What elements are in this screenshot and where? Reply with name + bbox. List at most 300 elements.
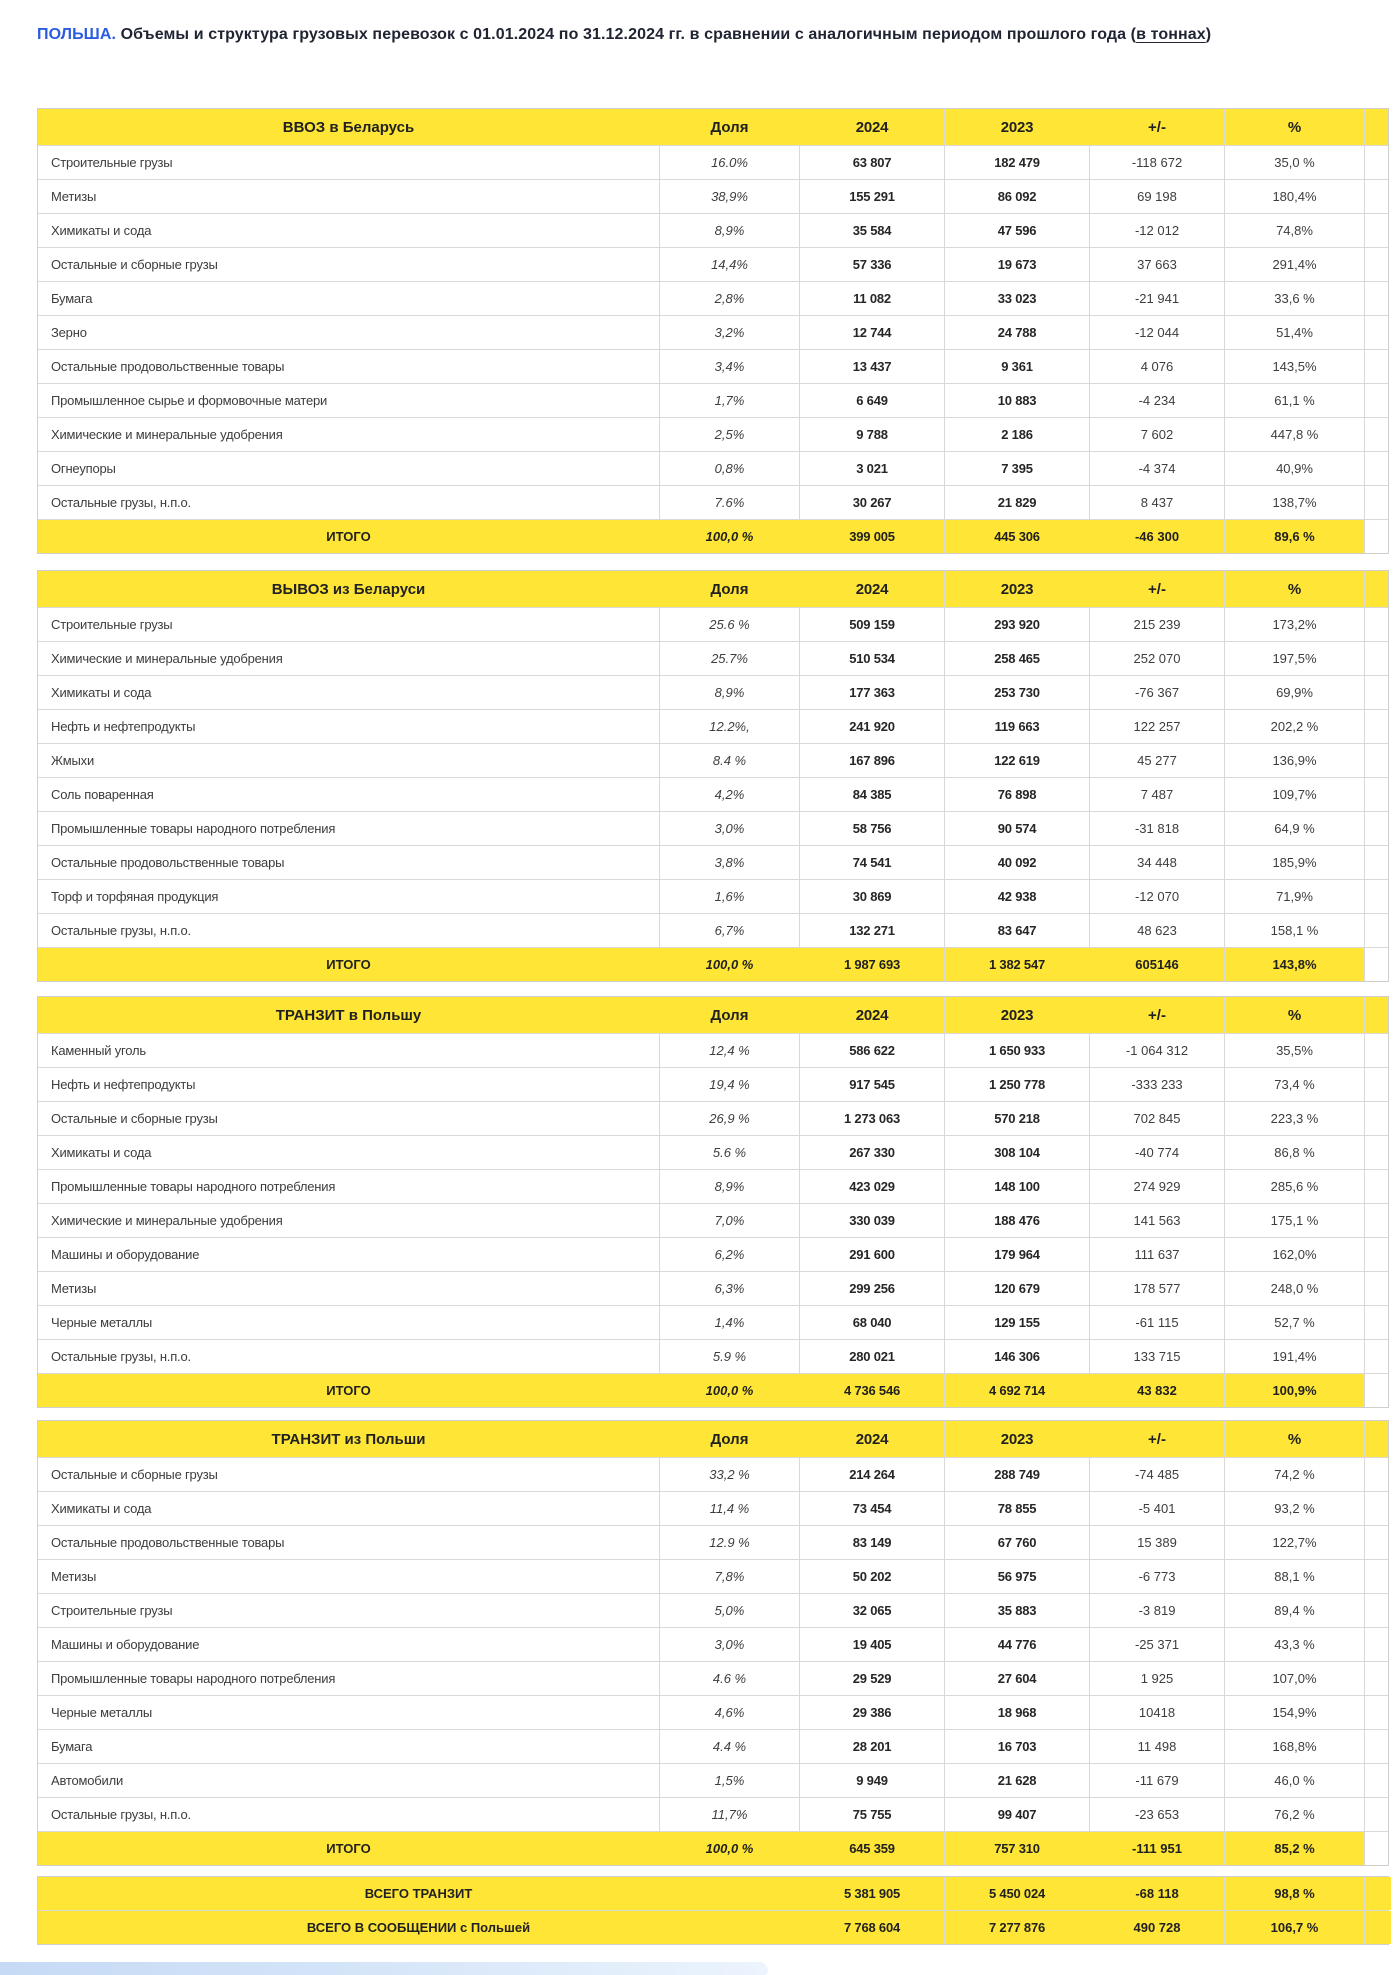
cell-extra <box>1365 146 1388 179</box>
table-row <box>38 846 1388 880</box>
cell-extra <box>1365 1068 1388 1101</box>
cell-share: 12,4 % <box>660 1034 800 1067</box>
cell-share: 1,7% <box>660 384 800 417</box>
cell-label: Химикаты и сода <box>38 214 660 247</box>
cell-value-2024: 2024 <box>800 1421 945 1457</box>
cell-label: ИТОГО <box>38 1832 660 1865</box>
cell-value-2023: 90 574 <box>945 812 1090 845</box>
cell-label: Черные металлы <box>38 1696 660 1729</box>
cell-share: 12.2%, <box>660 710 800 743</box>
cell-value-2023: 122 619 <box>945 744 1090 777</box>
cell-share: Доля <box>660 1421 800 1457</box>
cell-change: -118 672 <box>1090 146 1225 179</box>
cell-extra <box>1365 109 1388 145</box>
cell-change: 43 832 <box>1090 1374 1225 1407</box>
title-suffix: ) <box>1205 26 1212 43</box>
cell-label: ИТОГО <box>38 948 660 981</box>
cell-change: +/- <box>1090 571 1225 607</box>
cell-extra <box>1365 1034 1388 1067</box>
cell-percent: 35,5% <box>1225 1034 1365 1067</box>
cell-label: Остальные грузы, н.п.о. <box>38 1340 660 1373</box>
cell-value-2023: 21 628 <box>945 1764 1090 1797</box>
table-row <box>38 146 1388 180</box>
table-row <box>38 486 1388 520</box>
cell-share: 38,9% <box>660 180 800 213</box>
cell-value-2024: 241 920 <box>800 710 945 743</box>
table-row <box>38 1306 1388 1340</box>
cell-value-2024: 3 021 <box>800 452 945 485</box>
cell-percent: 43,3 % <box>1225 1628 1365 1661</box>
table-total-row <box>38 948 1388 981</box>
cell-label: Автомобили <box>38 1764 660 1797</box>
table-tranzit-iz-polshi <box>37 1420 1389 1866</box>
summary-value-2023: 7 277 876 <box>945 1911 1090 1944</box>
cell-value-2023: 2023 <box>945 109 1090 145</box>
cell-label: Химические и минеральные удобрения <box>38 1204 660 1237</box>
cell-share: 3,8% <box>660 846 800 879</box>
cell-value-2023: 56 975 <box>945 1560 1090 1593</box>
cell-label: Машины и оборудование <box>38 1628 660 1661</box>
cell-change: -76 367 <box>1090 676 1225 709</box>
cell-change: -6 773 <box>1090 1560 1225 1593</box>
cell-value-2024: 917 545 <box>800 1068 945 1101</box>
table-row <box>38 1136 1388 1170</box>
cell-percent: 143,8% <box>1225 948 1365 981</box>
cell-label: Остальные грузы, н.п.о. <box>38 1798 660 1831</box>
cell-change: 45 277 <box>1090 744 1225 777</box>
cell-value-2023: 2023 <box>945 1421 1090 1457</box>
cell-value-2024: 58 756 <box>800 812 945 845</box>
table-row <box>38 1662 1388 1696</box>
cell-change: 111 637 <box>1090 1238 1225 1271</box>
table-row <box>38 1068 1388 1102</box>
cell-extra <box>1365 1306 1388 1339</box>
cell-change: -3 819 <box>1090 1594 1225 1627</box>
cell-label: Остальные и сборные грузы <box>38 248 660 281</box>
cell-change: -25 371 <box>1090 1628 1225 1661</box>
summary-percent: 106,7 % <box>1225 1911 1365 1944</box>
cell-share: Доля <box>660 997 800 1033</box>
cell-share: 100,0 % <box>660 1374 800 1407</box>
cell-percent: 285,6 % <box>1225 1170 1365 1203</box>
cell-value-2024: 28 201 <box>800 1730 945 1763</box>
table-row <box>38 1798 1388 1832</box>
cell-value-2023: 42 938 <box>945 880 1090 913</box>
table-row <box>38 778 1388 812</box>
cell-percent: 107,0% <box>1225 1662 1365 1695</box>
cell-percent: 122,7% <box>1225 1526 1365 1559</box>
cell-percent: 52,7 % <box>1225 1306 1365 1339</box>
cell-label: Остальные продовольственные товары <box>38 846 660 879</box>
cell-extra <box>1365 846 1388 879</box>
cell-percent: 197,5% <box>1225 642 1365 675</box>
cell-percent: 89,6 % <box>1225 520 1365 553</box>
table-title-cell: ТРАНЗИТ в Польшу <box>38 997 660 1033</box>
summary-row <box>38 1911 1388 1944</box>
cell-value-2023: 120 679 <box>945 1272 1090 1305</box>
cell-value-2023: 179 964 <box>945 1238 1090 1271</box>
cell-value-2023: 83 647 <box>945 914 1090 947</box>
cell-label: Метизы <box>38 1272 660 1305</box>
cell-percent: 154,9% <box>1225 1696 1365 1729</box>
summary-label: ВСЕГО ТРАНЗИТ <box>38 1877 800 1910</box>
cell-percent: 33,6 % <box>1225 282 1365 315</box>
table-row <box>38 710 1388 744</box>
cell-percent: % <box>1225 571 1365 607</box>
cell-label: Промышленные товары народного потребления <box>38 1170 660 1203</box>
cell-share: 16.0% <box>660 146 800 179</box>
cell-label: Строительные грузы <box>38 146 660 179</box>
table-row <box>38 744 1388 778</box>
cell-percent: 291,4% <box>1225 248 1365 281</box>
cell-value-2024: 84 385 <box>800 778 945 811</box>
cell-extra <box>1365 642 1388 675</box>
table-row <box>38 1034 1388 1068</box>
table-row <box>38 1730 1388 1764</box>
cell-extra <box>1365 452 1388 485</box>
cell-percent: 51,4% <box>1225 316 1365 349</box>
cell-value-2024: 13 437 <box>800 350 945 383</box>
cell-share: 11,7% <box>660 1798 800 1831</box>
table-row <box>38 1492 1388 1526</box>
cell-share: 3,4% <box>660 350 800 383</box>
table-row <box>38 282 1388 316</box>
table-row <box>38 1560 1388 1594</box>
cell-value-2023: 570 218 <box>945 1102 1090 1135</box>
cell-percent: 74,2 % <box>1225 1458 1365 1491</box>
cell-value-2023: 35 883 <box>945 1594 1090 1627</box>
cell-value-2023: 119 663 <box>945 710 1090 743</box>
table-row <box>38 1458 1388 1492</box>
cell-change: 605146 <box>1090 948 1225 981</box>
cell-value-2024: 57 336 <box>800 248 945 281</box>
cell-percent: 69,9% <box>1225 676 1365 709</box>
cell-share: 2,5% <box>660 418 800 451</box>
cell-percent: 447,8 % <box>1225 418 1365 451</box>
cell-share: 2,8% <box>660 282 800 315</box>
cell-extra <box>1365 880 1388 913</box>
table-row <box>38 1594 1388 1628</box>
cell-percent: 162,0% <box>1225 1238 1365 1271</box>
cell-percent: 109,7% <box>1225 778 1365 811</box>
cell-value-2024: 1 273 063 <box>800 1102 945 1135</box>
cell-share: 14,4% <box>660 248 800 281</box>
cell-share: 8,9% <box>660 676 800 709</box>
cell-value-2023: 33 023 <box>945 282 1090 315</box>
cell-label: Химикаты и сода <box>38 1492 660 1525</box>
cell-change: -74 485 <box>1090 1458 1225 1491</box>
cell-share: 100,0 % <box>660 948 800 981</box>
cell-share: 33,2 % <box>660 1458 800 1491</box>
cell-value-2024: 1 987 693 <box>800 948 945 981</box>
cell-value-2023: 27 604 <box>945 1662 1090 1695</box>
summary-value-2024: 7 768 604 <box>800 1911 945 1944</box>
cell-value-2024: 299 256 <box>800 1272 945 1305</box>
cell-value-2024: 68 040 <box>800 1306 945 1339</box>
cell-value-2024: 73 454 <box>800 1492 945 1525</box>
cell-label: Остальные продовольственные товары <box>38 350 660 383</box>
cell-value-2023: 1 250 778 <box>945 1068 1090 1101</box>
cell-percent: 143,5% <box>1225 350 1365 383</box>
cell-change: 37 663 <box>1090 248 1225 281</box>
cell-label: Остальные грузы, н.п.о. <box>38 914 660 947</box>
cell-share: 5,0% <box>660 1594 800 1627</box>
cell-extra <box>1365 1238 1388 1271</box>
cell-label: Химикаты и сода <box>38 1136 660 1169</box>
cell-extra <box>1365 1696 1388 1729</box>
cell-share: 26,9 % <box>660 1102 800 1135</box>
cell-share: 4.6 % <box>660 1662 800 1695</box>
cell-value-2023: 129 155 <box>945 1306 1090 1339</box>
cell-value-2023: 9 361 <box>945 350 1090 383</box>
cell-extra <box>1365 710 1388 743</box>
cell-value-2024: 29 386 <box>800 1696 945 1729</box>
cell-extra <box>1365 812 1388 845</box>
table-row <box>38 1764 1388 1798</box>
cell-value-2024: 30 267 <box>800 486 945 519</box>
cell-change: 1 925 <box>1090 1662 1225 1695</box>
cell-percent: 136,9% <box>1225 744 1365 777</box>
cell-value-2024: 291 600 <box>800 1238 945 1271</box>
cell-percent: 191,4% <box>1225 1340 1365 1373</box>
cell-change: 34 448 <box>1090 846 1225 879</box>
cell-change: 133 715 <box>1090 1340 1225 1373</box>
cell-change: 7 487 <box>1090 778 1225 811</box>
cell-extra <box>1365 1102 1388 1135</box>
summary-percent: 98,8 % <box>1225 1877 1365 1910</box>
cell-extra <box>1365 350 1388 383</box>
table-row <box>38 676 1388 710</box>
cell-value-2024: 9 788 <box>800 418 945 451</box>
cell-value-2024: 29 529 <box>800 1662 945 1695</box>
table-title-cell: ВЫВОЗ из Беларуси <box>38 571 660 607</box>
table-title-cell: ТРАНЗИТ из Польши <box>38 1421 660 1457</box>
table-row <box>38 350 1388 384</box>
cell-change: 274 929 <box>1090 1170 1225 1203</box>
cell-share: Доля <box>660 571 800 607</box>
cell-share: 3,0% <box>660 812 800 845</box>
table-title-cell: ВВОЗ в Беларусь <box>38 109 660 145</box>
horizontal-scrollbar-thumb[interactable] <box>0 1962 768 1975</box>
cell-label: Химические и минеральные удобрения <box>38 418 660 451</box>
cell-share: 1,4% <box>660 1306 800 1339</box>
table-header-row <box>38 571 1388 608</box>
cell-percent: 175,1 % <box>1225 1204 1365 1237</box>
cell-label: Черные металлы <box>38 1306 660 1339</box>
cell-extra <box>1365 384 1388 417</box>
cell-change: -23 653 <box>1090 1798 1225 1831</box>
cell-change: 178 577 <box>1090 1272 1225 1305</box>
cell-label: Остальные и сборные грузы <box>38 1458 660 1491</box>
cell-value-2023: 86 092 <box>945 180 1090 213</box>
cell-value-2023: 99 407 <box>945 1798 1090 1831</box>
cell-value-2023: 757 310 <box>945 1832 1090 1865</box>
cell-share: 6,7% <box>660 914 800 947</box>
cell-share: 8,9% <box>660 214 800 247</box>
title-body: Объемы и структура грузовых перевозок с 01.01.2024 по 31.12.2024 гг. в сравнении с аналогичным периодом прошлого года ( <box>116 26 1137 43</box>
cell-percent: 138,7% <box>1225 486 1365 519</box>
cell-value-2023: 24 788 <box>945 316 1090 349</box>
cell-value-2023: 258 465 <box>945 642 1090 675</box>
cell-label: Жмыхи <box>38 744 660 777</box>
cell-value-2023: 4 692 714 <box>945 1374 1090 1407</box>
cell-value-2024: 32 065 <box>800 1594 945 1627</box>
cell-share: 5.6 % <box>660 1136 800 1169</box>
cell-extra <box>1365 1272 1388 1305</box>
cell-share: 5.9 % <box>660 1340 800 1373</box>
table-row <box>38 1204 1388 1238</box>
cell-change: 69 198 <box>1090 180 1225 213</box>
cell-extra <box>1365 676 1388 709</box>
cell-change: 15 389 <box>1090 1526 1225 1559</box>
cell-percent: 93,2 % <box>1225 1492 1365 1525</box>
cell-share: 19,4 % <box>660 1068 800 1101</box>
cell-value-2024: 9 949 <box>800 1764 945 1797</box>
cell-value-2023: 78 855 <box>945 1492 1090 1525</box>
cell-change: 122 257 <box>1090 710 1225 743</box>
table-header-row <box>38 1421 1388 1458</box>
cell-value-2024: 2024 <box>800 571 945 607</box>
cell-value-2024: 330 039 <box>800 1204 945 1237</box>
cell-change: -21 941 <box>1090 282 1225 315</box>
cell-share: 7,8% <box>660 1560 800 1593</box>
cell-value-2024: 74 541 <box>800 846 945 879</box>
table-row <box>38 1170 1388 1204</box>
cell-extra <box>1365 1458 1388 1491</box>
cell-label: Машины и оборудование <box>38 1238 660 1271</box>
table-row <box>38 880 1388 914</box>
table-row <box>38 180 1388 214</box>
cell-change: -111 951 <box>1090 1832 1225 1865</box>
cell-change: 252 070 <box>1090 642 1225 675</box>
cell-extra <box>1365 1628 1388 1661</box>
cell-value-2023: 16 703 <box>945 1730 1090 1763</box>
cell-label: Химикаты и сода <box>38 676 660 709</box>
table-row <box>38 608 1388 642</box>
cell-percent: 223,3 % <box>1225 1102 1365 1135</box>
cell-value-2023: 293 920 <box>945 608 1090 641</box>
cell-share: 100,0 % <box>660 1832 800 1865</box>
table-row <box>38 1238 1388 1272</box>
cell-value-2024: 267 330 <box>800 1136 945 1169</box>
cell-value-2023: 2023 <box>945 997 1090 1033</box>
cell-change: 11 498 <box>1090 1730 1225 1763</box>
cell-value-2024: 2024 <box>800 109 945 145</box>
table-row <box>38 452 1388 486</box>
cell-change: -11 679 <box>1090 1764 1225 1797</box>
table-row <box>38 214 1388 248</box>
cell-extra <box>1365 744 1388 777</box>
cell-percent: 61,1 % <box>1225 384 1365 417</box>
cell-value-2023: 40 092 <box>945 846 1090 879</box>
cell-extra <box>1365 1136 1388 1169</box>
cell-label: Бумага <box>38 282 660 315</box>
cell-label: ИТОГО <box>38 1374 660 1407</box>
cell-percent: 100,9% <box>1225 1374 1365 1407</box>
cell-change: -1 064 312 <box>1090 1034 1225 1067</box>
cell-percent: 64,9 % <box>1225 812 1365 845</box>
cell-value-2023: 308 104 <box>945 1136 1090 1169</box>
cell-share: Доля <box>660 109 800 145</box>
table-row <box>38 914 1388 948</box>
cell-share: 100,0 % <box>660 520 800 553</box>
cell-extra <box>1365 1832 1388 1865</box>
cell-share: 3,0% <box>660 1628 800 1661</box>
cell-value-2024: 177 363 <box>800 676 945 709</box>
cell-extra <box>1365 282 1388 315</box>
cell-value-2023: 67 760 <box>945 1526 1090 1559</box>
table-row <box>38 1628 1388 1662</box>
cell-label: Химические и минеральные удобрения <box>38 642 660 675</box>
summary-label: ВСЕГО В СООБЩЕНИИ с Польшей <box>38 1911 800 1944</box>
table-row <box>38 1696 1388 1730</box>
cell-label: Торф и торфяная продукция <box>38 880 660 913</box>
cell-share: 6,3% <box>660 1272 800 1305</box>
cell-extra <box>1365 1594 1388 1627</box>
cell-value-2023: 10 883 <box>945 384 1090 417</box>
summary-value-2023: 5 450 024 <box>945 1877 1090 1910</box>
cell-label: Остальные грузы, н.п.о. <box>38 486 660 519</box>
cell-percent: 46,0 % <box>1225 1764 1365 1797</box>
cell-share: 8.4 % <box>660 744 800 777</box>
cell-extra <box>1365 180 1388 213</box>
cell-change: -40 774 <box>1090 1136 1225 1169</box>
cell-percent: 76,2 % <box>1225 1798 1365 1831</box>
cell-value-2023: 445 306 <box>945 520 1090 553</box>
table-row <box>38 384 1388 418</box>
cell-extra <box>1365 1492 1388 1525</box>
cell-label: ИТОГО <box>38 520 660 553</box>
cell-change: 141 563 <box>1090 1204 1225 1237</box>
cell-value-2024: 30 869 <box>800 880 945 913</box>
cell-extra <box>1365 1421 1388 1457</box>
cell-percent: 85,2 % <box>1225 1832 1365 1865</box>
table-row <box>38 1272 1388 1306</box>
cell-extra <box>1365 1204 1388 1237</box>
cell-change: +/- <box>1090 1421 1225 1457</box>
cell-extra <box>1365 520 1388 553</box>
cell-change: -61 115 <box>1090 1306 1225 1339</box>
cell-value-2023: 253 730 <box>945 676 1090 709</box>
cell-percent: 35,0 % <box>1225 146 1365 179</box>
cell-change: 4 076 <box>1090 350 1225 383</box>
table-row <box>38 1102 1388 1136</box>
cell-percent: 248,0 % <box>1225 1272 1365 1305</box>
table-tranzit-v-polshu <box>37 996 1389 1408</box>
cell-share: 0,8% <box>660 452 800 485</box>
cell-label: Промышленное сырье и формовочные матери <box>38 384 660 417</box>
cell-extra <box>1365 608 1388 641</box>
cell-extra <box>1365 1764 1388 1797</box>
cell-label: Огнеупоры <box>38 452 660 485</box>
cell-label: Нефть и нефтепродукты <box>38 1068 660 1101</box>
cell-percent: 185,9% <box>1225 846 1365 879</box>
cell-value-2023: 148 100 <box>945 1170 1090 1203</box>
cell-percent: 40,9% <box>1225 452 1365 485</box>
cell-extra <box>1365 1730 1388 1763</box>
cell-extra <box>1365 1170 1388 1203</box>
cell-percent: % <box>1225 1421 1365 1457</box>
table-row <box>38 1526 1388 1560</box>
cell-percent: 158,1 % <box>1225 914 1365 947</box>
cell-change: -12 070 <box>1090 880 1225 913</box>
cell-extra <box>1365 1526 1388 1559</box>
cell-extra <box>1365 1877 1391 1910</box>
cell-value-2024: 11 082 <box>800 282 945 315</box>
cell-extra <box>1365 1374 1388 1407</box>
cell-percent: 88,1 % <box>1225 1560 1365 1593</box>
cell-value-2023: 1 382 547 <box>945 948 1090 981</box>
